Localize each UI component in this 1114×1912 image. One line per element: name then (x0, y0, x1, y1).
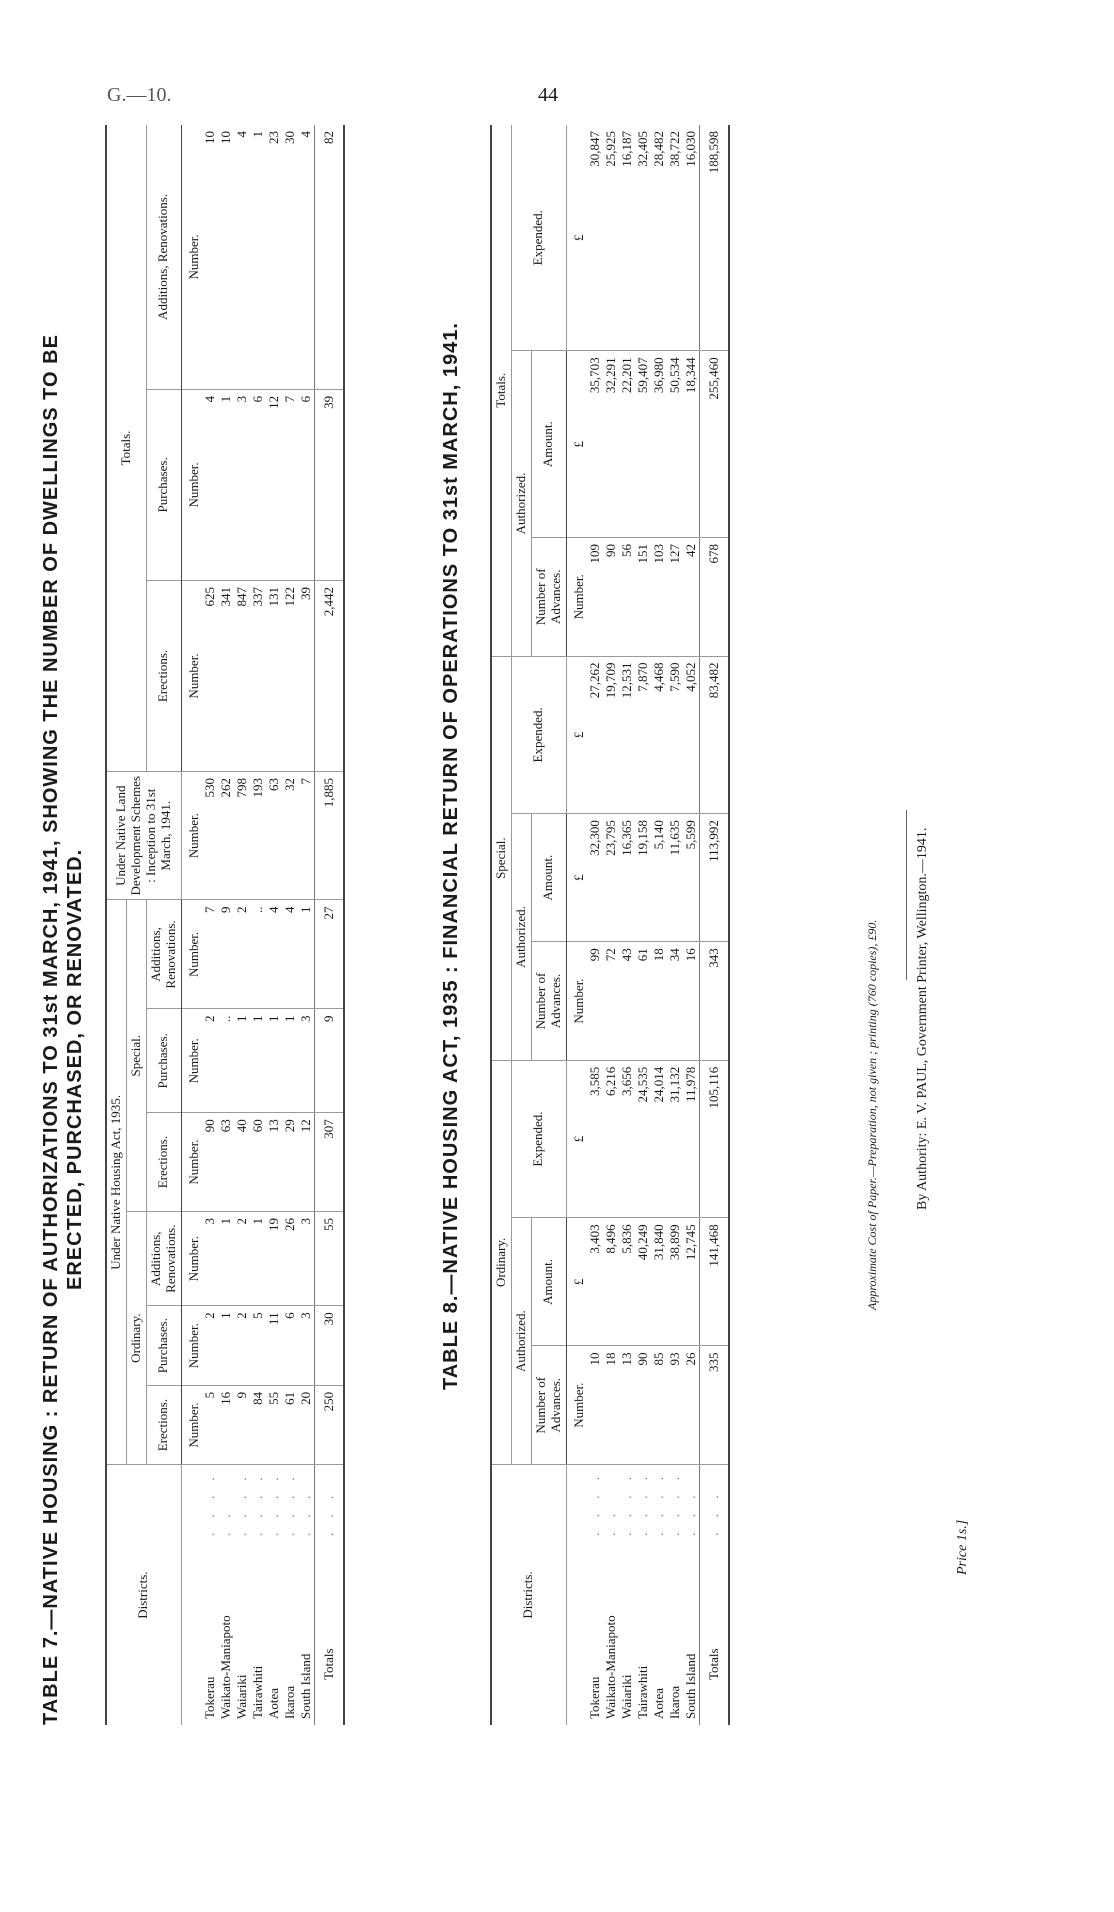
t8-cell-value: 90 (635, 1346, 651, 1465)
t7-cell-value: 26 (282, 1212, 298, 1306)
t8-cell-value: 31,132 (667, 1060, 683, 1218)
t8-body (587, 125, 729, 1725)
t7-unit: Number. (181, 1009, 202, 1113)
t7-district-name: South Island (297, 1653, 313, 1719)
t8-cell-value: 105,116 (699, 1060, 729, 1218)
t8-cell-value: 335 (699, 1346, 729, 1465)
t8-col-districts: Districts. (491, 1464, 566, 1725)
t8-cell-value: 34 (667, 942, 683, 1061)
t8-cell-value: 678 (699, 538, 729, 657)
t8-ord-num-adv: Number of Advances. (531, 1346, 566, 1465)
t8-cell-value: 6,216 (603, 1060, 619, 1218)
t8-unit-pound: £ (566, 656, 587, 814)
t8-unit-pound: £ (566, 1218, 587, 1346)
t7-cell-value: 1 (218, 389, 234, 580)
table8-title: TABLE 8.—NATIVE HOUSING ACT, 1935 : FINANCIAL RETURN OF OPERATIONS TO 31st MARCH, 1941. (440, 322, 462, 1390)
t7-cell-value: 262 (218, 772, 234, 900)
t8-cell-value: 42 (683, 538, 700, 657)
t7-cell-value: 39 (314, 389, 344, 580)
t8-cell-value: 43 (619, 942, 635, 1061)
t7-cell-value: 2 (234, 1212, 250, 1306)
t7-cell-value: 530 (202, 772, 218, 900)
t8-cell-value: 85 (651, 1346, 667, 1465)
t7-cell-value: 27 (314, 900, 344, 1009)
t7-district-name: Aotea (265, 1687, 281, 1719)
t8-cell-value: 18 (603, 1346, 619, 1465)
t7-unit: Number. (181, 772, 202, 900)
t7-cell-value: 55 (266, 1385, 282, 1464)
t7-cell-value: 19 (266, 1212, 282, 1306)
t8-cell-value: 56 (619, 538, 635, 657)
t8-cell-value: 59,407 (635, 351, 651, 538)
t7-cell-value: 1 (298, 900, 315, 1009)
t8-cell-value: 5,599 (683, 814, 700, 942)
t8-cell-value: 28,482 (651, 125, 667, 351)
t8-cell-value: 32,405 (635, 125, 651, 351)
t8-cell-value: 72 (603, 942, 619, 1061)
price: Price 1s.] (955, 1519, 970, 1575)
t7-cell-value: 4 (266, 900, 282, 1009)
t8-ord-amount: Amount. (531, 1218, 566, 1346)
t8-unit-pound: £ (566, 351, 587, 538)
t7-cell-value: 23 (266, 125, 282, 389)
t8-unit-pound: £ (566, 814, 587, 942)
t8-cell-value: 4,052 (683, 656, 700, 814)
t7-ord-purchases: Purchases. (146, 1306, 181, 1385)
t7-cell-value: 1,885 (314, 772, 344, 900)
t7-col-under-act: Under Native Housing Act, 1935. (106, 900, 126, 1465)
t7-cell-value: 40 (234, 1113, 250, 1212)
t8-cell-value: 12,531 (619, 656, 635, 814)
t8-cell-value: 40,249 (635, 1218, 651, 1346)
t8-cell-value: 5,140 (651, 814, 667, 942)
document-reference: G.—10. (107, 84, 172, 106)
t7-cell-value: 82 (314, 125, 344, 389)
t7-cell-value: 7 (282, 389, 298, 580)
t7-tot-purchases: Purchases. (146, 389, 181, 580)
t8-cell-value: 343 (699, 942, 729, 1061)
t8-cell-value: 26 (683, 1346, 700, 1465)
t8-cell-value: 24,014 (651, 1060, 667, 1218)
t8-tot-amount: Amount. (531, 351, 566, 538)
t7-cell-value: 2,442 (314, 580, 344, 771)
t8-cell-value: 18 (651, 942, 667, 1061)
t8-unit-pound: £ (566, 125, 587, 351)
t8-tot-expended: Expended. (511, 125, 566, 351)
t8-cell-value: 151 (635, 538, 651, 657)
t7-cell-value: 39 (298, 580, 315, 771)
t7-district-name: Tokerau (201, 1676, 217, 1719)
t7-cell-value: 341 (218, 580, 234, 771)
t8-district-name: Ikaroa (666, 1685, 682, 1719)
t7-cell-value: 61 (282, 1385, 298, 1464)
t7-cell-value: 2 (202, 1306, 218, 1385)
t8-cell-value: 7,590 (667, 656, 683, 814)
t7-leader-dots: . . . (314, 1465, 344, 1542)
t8-leader-dots: . . . . (650, 1470, 666, 1536)
t8-cell-value: 12,745 (683, 1218, 700, 1346)
t7-district-name: Tairawhiti (249, 1665, 265, 1719)
t8-unit-number: Number. (566, 538, 587, 657)
t8-cell-value: 22,201 (619, 351, 635, 538)
t8-cell-value: 16,030 (683, 125, 700, 351)
t7-cell-value: 6 (298, 389, 315, 580)
t8-district-name: Tairawhiti (634, 1665, 650, 1719)
t7-cell-value: 3 (234, 389, 250, 580)
t8-leader-dots: . . (602, 1507, 618, 1536)
t8-cell-value: 99 (587, 942, 603, 1061)
t8-spec-amount: Amount. (531, 814, 566, 942)
t7-cell-value: 5 (250, 1306, 266, 1385)
t8-cell-value: 27,262 (587, 656, 603, 814)
t8-cell-value: 23,795 (603, 814, 619, 942)
t7-cell-value: 11 (266, 1306, 282, 1385)
t8-leader-dots: . . . (699, 1464, 729, 1541)
t7-unit: Number. (181, 1212, 202, 1306)
t7-cell-value: 6 (282, 1306, 298, 1385)
t8-cell-value: 3,403 (587, 1218, 603, 1346)
t7-cell-value: 625 (202, 580, 218, 771)
t7-cell-value: 337 (250, 580, 266, 771)
t8-district-name: Waikato-Maniapoto (602, 1615, 618, 1719)
t7-cell-value: 20 (298, 1385, 315, 1464)
t7-unit-row (181, 125, 202, 1725)
t7-cell-value: 1 (250, 1009, 266, 1113)
t7-cell-value: 3 (202, 1212, 218, 1306)
t8-leader-dots: . . . . (634, 1470, 650, 1536)
t8-spec-num-adv: Number of Advances. (531, 942, 566, 1061)
t8-cell-value: 38,899 (667, 1218, 683, 1346)
t8-cell-value: 16 (683, 942, 700, 1061)
approx-cost-label: Approximate Cost of Paper. (865, 1177, 879, 1310)
t7-table-row (234, 125, 250, 1725)
t8-table-row (635, 125, 651, 1725)
t8-col-totals: Totals. (491, 125, 511, 656)
t8-cell-value: 11,635 (667, 814, 683, 942)
t7-cell-value: 1 (250, 1212, 266, 1306)
t8-col-special: Special. (491, 656, 511, 1060)
t7-unit: Number. (181, 1385, 202, 1464)
t7-cell-value: .. (218, 1009, 234, 1113)
t7-spec-erections: Erections. (146, 1113, 181, 1212)
t8-district-name: South Island (682, 1653, 698, 1719)
t7-cell-value: 3 (298, 1306, 315, 1385)
t8-table-row (683, 125, 700, 1725)
t7-cell-value: 1 (250, 125, 266, 389)
t8-cell-value: 141,468 (699, 1218, 729, 1346)
t8-cell-value: 19,158 (635, 814, 651, 942)
t8-ord-expended: Expended. (511, 1060, 566, 1218)
t7-col-districts: Districts. (106, 1465, 181, 1725)
t8-leader-dots: . . . . (586, 1470, 602, 1536)
t7-tot-erections: Erections. (146, 580, 181, 771)
t8-table-row (619, 125, 635, 1725)
t8-district-name: Waiariki (618, 1674, 634, 1719)
t7-cell-value: 12 (298, 1113, 315, 1212)
t7-unit: Number. (181, 125, 202, 389)
t7-cell-value: 90 (202, 1113, 218, 1212)
t8-cell-value: 36,980 (651, 351, 667, 538)
t8-unit-pound: £ (566, 1060, 587, 1218)
table7-title-line2: ERECTED, PURCHASED, OR RENOVATED. (64, 848, 86, 1290)
t8-cell-value: 32,291 (603, 351, 619, 538)
t7-totals-label: Totals (314, 1542, 344, 1725)
t8-cell-value: 31,840 (651, 1218, 667, 1346)
t7-cell-value: 847 (234, 580, 250, 771)
t8-cell-value: 83,482 (699, 656, 729, 814)
t7-cell-value: 193 (250, 772, 266, 900)
t7-spec-additions: Additions, Renovations. (146, 900, 181, 1009)
t7-cell-value: 55 (314, 1212, 344, 1306)
t8-spec-expended: Expended. (511, 656, 566, 814)
t8-cell-value: 11,978 (683, 1060, 700, 1218)
t7-cell-value: 63 (218, 1113, 234, 1212)
t7-cell-value: 10 (218, 125, 234, 389)
t7-table-row (250, 125, 266, 1725)
t8-cell-value: 3,656 (619, 1060, 635, 1218)
t7-col-totals: Totals. (106, 125, 146, 772)
t8-cell-value: 38,722 (667, 125, 683, 351)
page-number: 44 (538, 84, 558, 106)
t7-leader-dots: . . . . (233, 1471, 249, 1537)
t7-unit: Number. (181, 580, 202, 771)
t7-cell-value: 1 (218, 1212, 234, 1306)
t8-cell-value: 32,300 (587, 814, 603, 942)
t8-cell-value: 4,468 (651, 656, 667, 814)
t8-cell-value: 5,836 (619, 1218, 635, 1346)
t7-col-ordinary: Ordinary. (126, 1212, 146, 1465)
t7-cell-value: 122 (282, 580, 298, 771)
t7-cell-value: 4 (202, 389, 218, 580)
t7-cell-value: 7 (298, 772, 315, 900)
t7-unit: Number. (181, 900, 202, 1009)
t7-district-name: Ikaroa (281, 1685, 297, 1719)
t7-cell-value: 9 (234, 1385, 250, 1464)
rotated-page (0, 131, 1114, 1850)
t7-ord-additions: Additions, Renovations. (146, 1212, 181, 1306)
t7-leader-dots: . . . . (249, 1471, 265, 1537)
imprint: By Authority: E. V. PAUL, Government Printer, Wellington.—1941. (915, 827, 930, 1210)
t7-cell-value: 2 (234, 900, 250, 1009)
t7-cell-value: 307 (314, 1113, 344, 1212)
t7-table-row (266, 125, 282, 1725)
t7-cell-value: 84 (250, 1385, 266, 1464)
t7-cell-value: 30 (282, 125, 298, 389)
t8-cell-value: 109 (587, 538, 603, 657)
t8-unit-number: Number. (566, 1346, 587, 1465)
t8-leader-dots: . . . (682, 1489, 698, 1536)
t7-cell-value: .. (250, 900, 266, 1009)
t8-cell-value: 90 (603, 538, 619, 657)
t8-unit-row (566, 125, 587, 1725)
t7-cell-value: 6 (250, 389, 266, 580)
t7-cell-value: 9 (218, 900, 234, 1009)
t8-cell-value: 16,187 (619, 125, 635, 351)
t8-cell-value: 8,496 (603, 1218, 619, 1346)
t8-district-name: Aotea (650, 1687, 666, 1719)
table7-title-line1: TABLE 7.—NATIVE HOUSING : RETURN OF AUTHORIZATIONS TO 31st MARCH, 1941, SHOWING THE NUMBER OF DWELLINGS TO BE (40, 334, 62, 1725)
t7-cell-value: 798 (234, 772, 250, 900)
t8-cell-value: 10 (587, 1346, 603, 1465)
t7-leader-dots: . . (217, 1508, 233, 1537)
t7-cell-value: 131 (266, 580, 282, 771)
t7-cell-value: 1 (282, 1009, 298, 1113)
t7-cell-value: 5 (202, 1385, 218, 1464)
t7-cell-value: 3 (298, 1009, 315, 1113)
t7-unit: Number. (181, 1306, 202, 1385)
t8-cell-value: 50,534 (667, 351, 683, 538)
t8-cell-value: 127 (667, 538, 683, 657)
t8-cell-value: 24,535 (635, 1060, 651, 1218)
t7-cell-value: 4 (282, 900, 298, 1009)
t8-cell-value: 35,703 (587, 351, 603, 538)
table8 (490, 125, 730, 1725)
t8-totals-label: Totals (699, 1542, 729, 1725)
t8-spec-authorized: Authorized. (511, 814, 531, 1061)
t8-table-row (651, 125, 667, 1725)
t7-unit: Number. (181, 389, 202, 580)
footer-rule (906, 810, 907, 980)
t7-cell-value: 250 (314, 1385, 344, 1464)
t7-district-name: Waikato-Maniapoto (217, 1615, 233, 1719)
t7-table-row (202, 125, 218, 1725)
t7-cell-value: 30 (314, 1306, 344, 1385)
t8-totals-row (699, 125, 729, 1725)
t7-spec-purchases: Purchases. (146, 1009, 181, 1113)
t7-totals-row (314, 125, 344, 1725)
t8-table-row (603, 125, 619, 1725)
t8-cell-value: 13 (619, 1346, 635, 1465)
t8-cell-value: 61 (635, 942, 651, 1061)
t7-ord-erections: Erections. (146, 1385, 181, 1464)
t8-table-row (587, 125, 603, 1725)
t7-cell-value: 1 (266, 1009, 282, 1113)
t8-cell-value: 19,709 (603, 656, 619, 814)
t8-cell-value: 16,365 (619, 814, 635, 942)
t7-cell-value: 32 (282, 772, 298, 900)
t7-cell-value: 9 (314, 1009, 344, 1113)
t8-ord-authorized: Authorized. (511, 1218, 531, 1465)
t8-cell-value: 255,460 (699, 351, 729, 538)
t8-unit-number: Number. (566, 942, 587, 1061)
t7-cell-value: 1 (218, 1306, 234, 1385)
t7-district-name: Waiariki (233, 1674, 249, 1719)
t8-cell-value: 93 (667, 1346, 683, 1465)
t7-cell-value: 4 (298, 125, 315, 389)
t7-table-row (282, 125, 298, 1725)
t8-tot-num-adv: Number of Advances. (531, 538, 566, 657)
t7-leader-dots: . . . . (281, 1471, 297, 1537)
t7-tot-additions: Additions, Renovations. (146, 125, 181, 389)
t7-unit: Number. (181, 1113, 202, 1212)
t7-cell-value: 16 (218, 1385, 234, 1464)
t7-col-special: Special. (126, 900, 146, 1212)
t7-cell-value: 13 (266, 1113, 282, 1212)
t8-col-ordinary: Ordinary. (491, 1060, 511, 1464)
t7-leader-dots: . . . (297, 1489, 313, 1537)
t7-cell-value: 63 (266, 772, 282, 900)
t7-cell-value: 3 (298, 1212, 315, 1306)
approx-cost-text: —Preparation, not given ; printing (760 copies), £90. (865, 919, 879, 1178)
t7-cell-value: 2 (202, 1009, 218, 1113)
t7-table-row (218, 125, 234, 1725)
t7-cell-value: 2 (234, 1306, 250, 1385)
t8-table-row (667, 125, 683, 1725)
t8-cell-value: 3,585 (587, 1060, 603, 1218)
t7-cell-value: 1 (234, 1009, 250, 1113)
t8-district-name: Tokerau (586, 1676, 602, 1719)
t7-leader-dots: . . . . (201, 1471, 217, 1537)
t7-leader-dots: . . . . (265, 1471, 281, 1537)
t7-cell-value: 7 (202, 900, 218, 1009)
t7-cell-value: 60 (250, 1113, 266, 1212)
t7-cell-value: 4 (234, 125, 250, 389)
t7-table-row (298, 125, 315, 1725)
t8-cell-value: 30,847 (587, 125, 603, 351)
t8-cell-value: 113,992 (699, 814, 729, 942)
t7-col-land-dev: Under Native Land Development Schemes : Inception to 31st March, 1941. (106, 772, 181, 900)
t7-cell-value: 29 (282, 1113, 298, 1212)
table7 (105, 125, 345, 1725)
t8-cell-value: 188,598 (699, 125, 729, 351)
approx-cost-note (865, 920, 880, 1310)
t8-cell-value: 7,870 (635, 656, 651, 814)
t8-cell-value: 18,344 (683, 351, 700, 538)
t7-cell-value: 12 (266, 389, 282, 580)
t7-cell-value: 10 (202, 125, 218, 389)
t8-leader-dots: . . . . (666, 1470, 682, 1536)
t8-leader-dots: . . . . (618, 1470, 634, 1536)
t8-cell-value: 25,925 (603, 125, 619, 351)
t8-cell-value: 103 (651, 538, 667, 657)
t7-body (202, 125, 344, 1725)
t8-tot-authorized: Authorized. (511, 351, 531, 656)
